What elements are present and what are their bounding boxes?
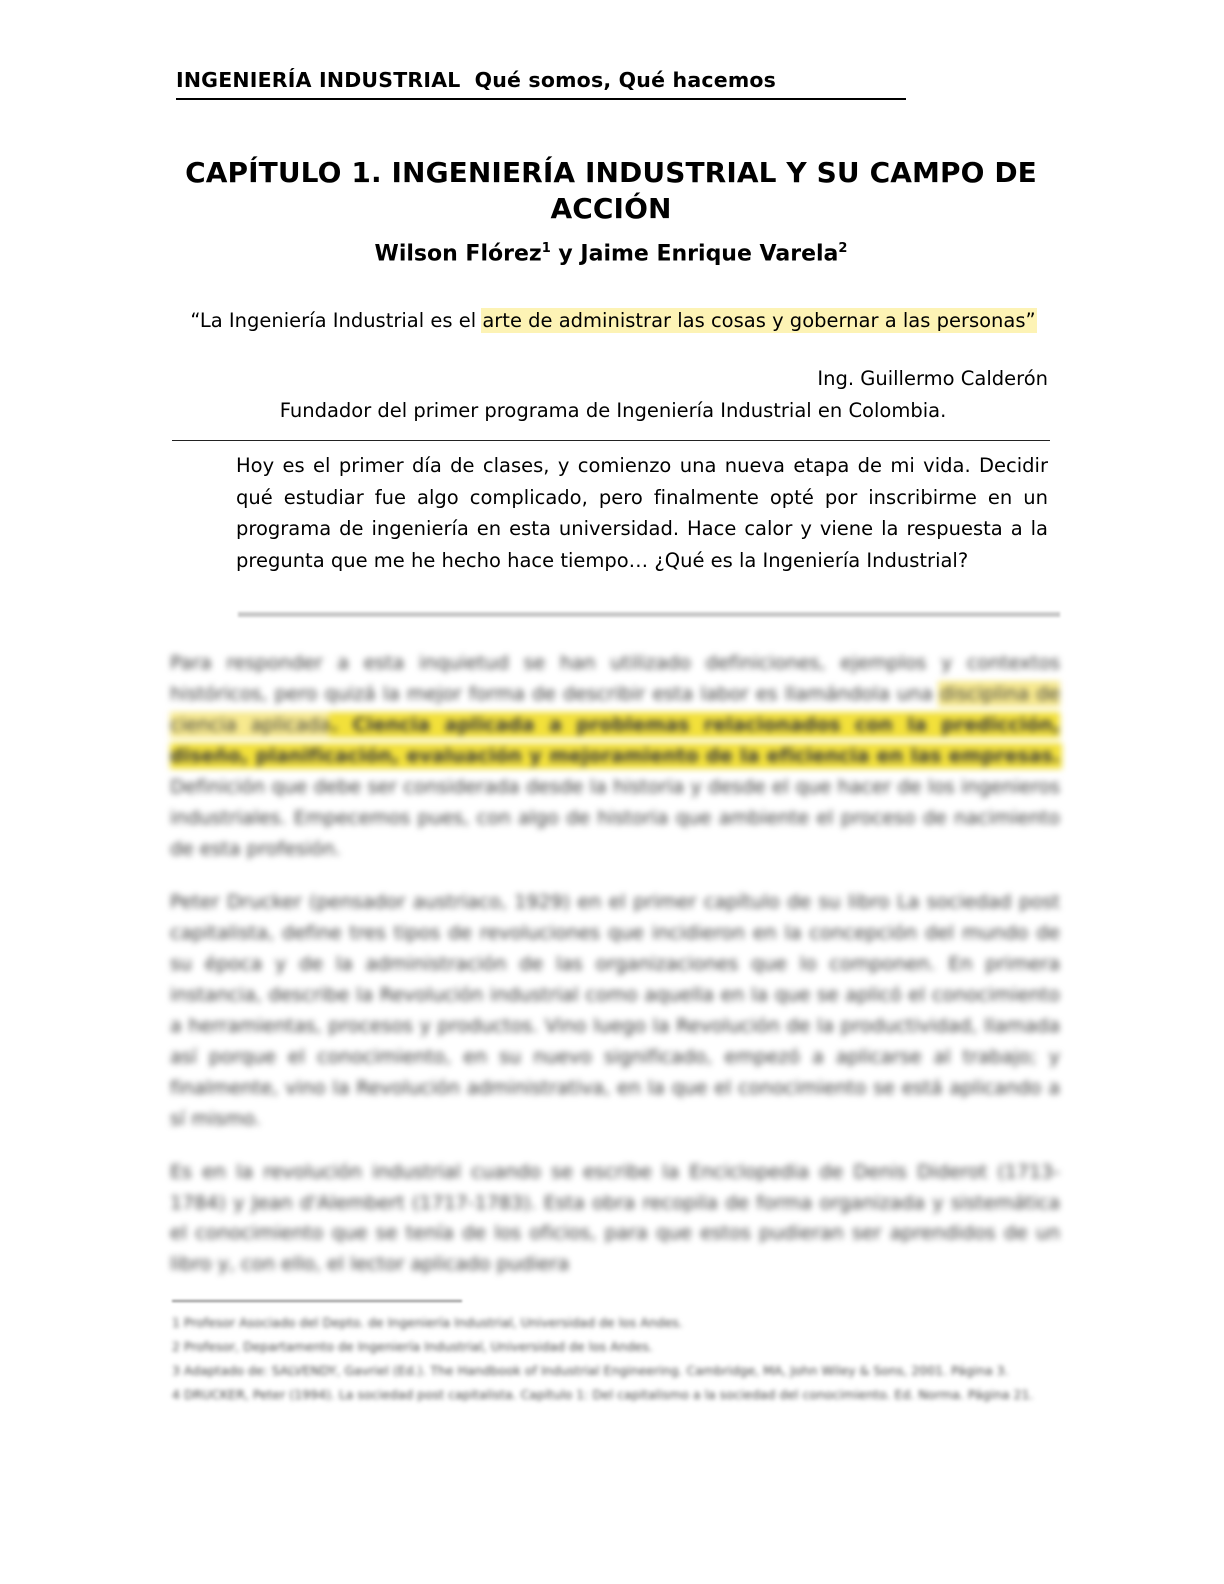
body-paragraph-3: Es en la revolución industrial cuando se escribe la Enciclopedia de Denis Diderot (1713-1784) y Jean d'Alembert (1717-1783). Esta obra recopila de forma organizada y sistemática el conocimiento que se tenía de los oficios, para que estos pudieran ser aprendidos de un libro y, con ello, el lector aplicado pudiera [170, 1160, 1060, 1276]
epigraph-plain-text: “La Ingeniería Industrial es el [190, 309, 483, 332]
author-two: Jaime Enrique Varela [580, 240, 839, 266]
running-head-left: INGENIERÍA INDUSTRIAL [176, 68, 461, 92]
author-two-footnote-marker: 2 [838, 240, 848, 256]
horizontal-divider [172, 440, 1050, 441]
footnote-item: 3 Adaptado de: SALVENDY, Gavriel (Ed.). The Handbook of Industrial Engineering. Cambridge, MA, John Wiley & Sons, 2001. Página 3. [172, 1362, 1009, 1378]
blurred-body-text [170, 648, 1060, 1302]
epigraph-author: Ing. Guillermo Calderón [817, 367, 1048, 390]
body-text-region [170, 612, 1060, 1312]
authors-line [168, 241, 1054, 266]
body-paragraph-1-pre: Para responder a esta inquietud se han utilizado definiciones, ejemplos y contextos históricos, pero quizá la mejor forma de describir esta labor es llamándola una [170, 652, 1060, 705]
body-paragraph-1-post: Definición que debe ser considerada desde la historia y desde el que hacer de los ingenieros industriales. Empecemos pues, con algo de historia que ambiente el proceso de nacimiento de esta profesión. [170, 775, 1060, 860]
section-separator-bar [238, 612, 1060, 617]
epigraph-author-role: Fundador del primer programa de Ingeniería Industrial en Colombia. [279, 399, 947, 423]
footnotes-block [172, 1312, 1062, 1408]
intro-paragraph: Hoy es el primer día de clases, y comienzo una nueva etapa de mi vida. Decidir qué estudiar fue algo complicado, pero finalmente opté por inscribirme en un programa de ingeniería en esta universidad. Hace calor y viene la respuesta a la pregunta que me he hecho hace tiempo… ¿Qué es la Ingeniería Industrial? [236, 454, 1048, 572]
author-one: Wilson Flórez [374, 240, 542, 266]
author-one-footnote-marker: 1 [541, 240, 551, 256]
body-paragraph-2: Peter Drucker (pensador austriaco, 1929) en el primer capítulo de su libro La sociedad post capitalista, define tres tipos de revoluciones que incidieron en la concepción del mundo de su época y de la administración de las organizaciones que lo componen. En primera instancia, describe la Revolución industrial como aquella en la que se aplicó el conocimiento a herramientas, procesos y productos. Vino luego la Revolución de la productividad, llamada así porque el conocimiento, en su nuevo significado, empezó a aplicarse al trabajo; y finalmente, vino la Revolución administrativa, en la que el conocimiento se está aplicando a sí mismo. [170, 890, 1060, 1130]
body-paragraph-1 [170, 648, 1060, 865]
running-head-right: Qué somos, Qué hacemos [474, 68, 777, 92]
epigraph-attribution [178, 363, 1048, 427]
page-title: CAPÍTULO 1. INGENIERÍA INDUSTRIAL Y SU CAMPO DE ACCIÓN [185, 156, 1037, 225]
body-highlight-bold: . Ciencia aplicada a problemas relacionados con la predicción, diseño, planificación, evaluación y mejoramiento de la eficiencia en las empresas. [170, 713, 1060, 767]
title-block [168, 155, 1054, 266]
footnote-item: 1 Profesor Asociado del Depto. de Ingeniería Industrial, Universidad de los Andes. [172, 1315, 683, 1330]
running-head [176, 68, 906, 100]
authors-conjunction: y [550, 240, 581, 266]
epigraph-quote [178, 305, 1048, 336]
footnote-item: 4 DRUCKER, Peter (1994). La sociedad post capitalista. Capítulo 1: Del capitalismo a la sociedad del conocimiento. Ed. Norma. Página 21. [172, 1386, 1034, 1402]
body-highlight-light: disciplina de ciencia aplicada [170, 682, 1060, 736]
footnote-item: 2 Profesor, Departamento de Ingeniería Industrial, Universidad de los Andes. [172, 1338, 653, 1354]
footnote-divider [172, 1300, 462, 1302]
epigraph-highlighted-text: arte de administrar las cosas y gobernar a las personas” [482, 309, 1036, 332]
